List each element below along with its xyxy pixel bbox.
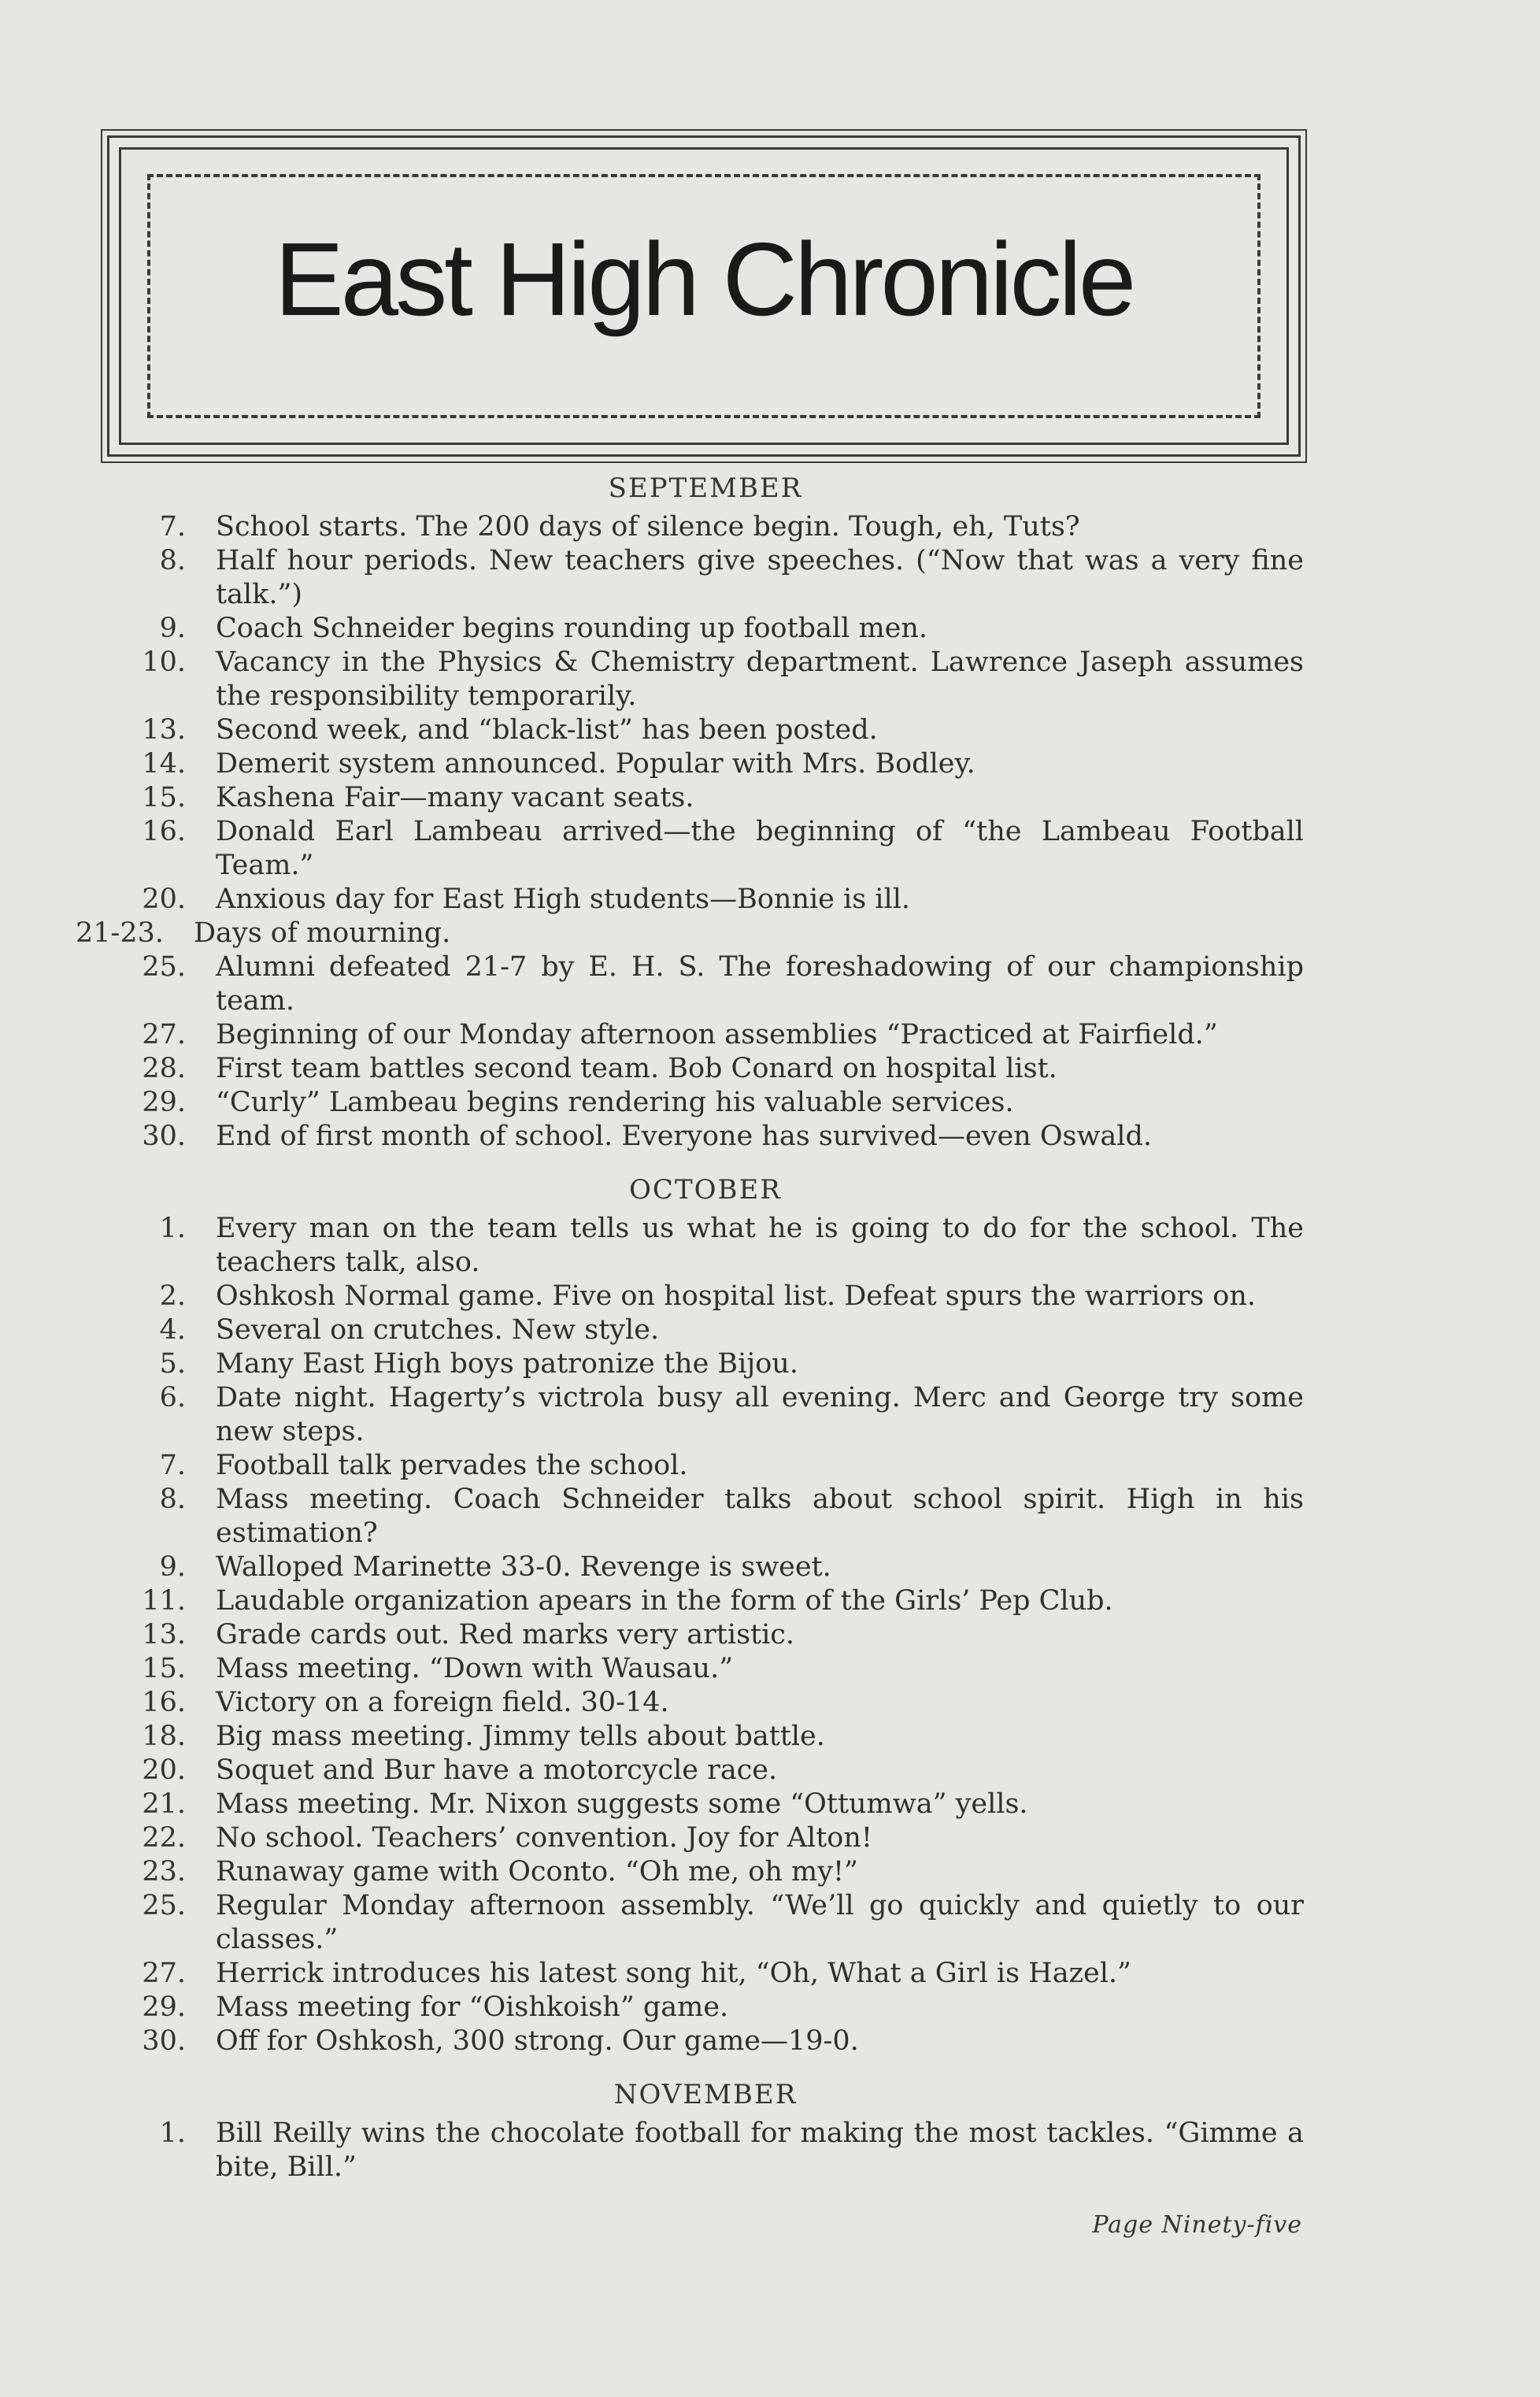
- entry-date: 1.: [159, 2117, 186, 2149]
- entry-date: 16.: [142, 1687, 186, 1718]
- entry-text: Alumni defeated 21-7 by E. H. S. The foreshadowing of our championship team.: [216, 951, 1304, 1017]
- chronicle-entry: [107, 747, 1304, 781]
- entry-date: 15.: [142, 782, 186, 813]
- entry-date: 21-23.: [76, 917, 165, 949]
- chronicle-entry: [107, 2117, 1304, 2184]
- chronicle-entry: [107, 1052, 1304, 1086]
- chronicle-entry: [107, 1212, 1304, 1280]
- chronicle-entry: [107, 1991, 1304, 2025]
- chronicle-entry: [107, 1720, 1304, 1754]
- month-heading: NOVEMBER: [613, 2079, 798, 2110]
- chronicle-entry: [107, 1686, 1304, 1720]
- entry-date: 16.: [142, 816, 186, 847]
- entry-text: Herrick introduces his latest song hit, “Oh, What a Girl is Hazel.”: [216, 1958, 1131, 1989]
- chronicle-entry: [107, 1754, 1304, 1788]
- entry-text: Runaway game with Oconto. “Oh me, oh my!”: [216, 1856, 858, 1888]
- entry-text: Beginning of our Monday afternoon assemblies “Practiced at Fairfield.”: [216, 1019, 1218, 1050]
- entry-text: Soquet and Bur have a motorcycle race.: [216, 1754, 778, 1786]
- entry-text: Regular Monday afternoon assembly. “We’ll go quickly and quietly to our classes.”: [216, 1890, 1304, 1955]
- entry-text: Date night. Hagerty’s victrola busy all evening. Merc and George try some new steps.: [216, 1382, 1304, 1447]
- entry-date: 30.: [142, 2025, 186, 2057]
- entry-date: 28.: [142, 1053, 186, 1084]
- entry-date: 7.: [159, 1450, 186, 1481]
- chronicle-entry: [107, 1618, 1304, 1652]
- entry-text: Laudable organization apears in the form of the Girls’ Pep Club.: [216, 1585, 1113, 1617]
- page-number: Page Ninety-five: [1092, 2211, 1302, 2239]
- chronicle-entry: [107, 1449, 1304, 1483]
- entry-date: 25.: [142, 951, 186, 983]
- entry-text: No school. Teachers’ convention. Joy for Alton!: [216, 1822, 872, 1854]
- entry-text: Grade cards out. Red marks very artistic.: [216, 1619, 795, 1650]
- entry-date: 23.: [142, 1856, 186, 1888]
- entry-text: “Curly” Lambeau begins rendering his valuable services.: [216, 1087, 1014, 1118]
- title-frame: [107, 135, 1301, 457]
- month-heading: SEPTEMBER: [608, 472, 803, 504]
- entry-date: 10.: [142, 646, 186, 678]
- entry-date: 13.: [142, 714, 186, 746]
- entry-text: Bill Reilly wins the chocolate football for making the most tackles. “Gimme a bite, Bill.”: [216, 2117, 1304, 2183]
- chronicle-entry: [107, 815, 1304, 883]
- entry-date: 25.: [142, 1890, 186, 1921]
- entry-date: 11.: [142, 1585, 186, 1617]
- chronicle-entry: [107, 781, 1304, 815]
- entry-text: Walloped Marinette 33-0. Revenge is sweet.: [216, 1551, 831, 1583]
- entry-text: Mass meeting. Mr. Nixon suggests some “Ottumwa” yells.: [216, 1788, 1028, 1820]
- chronicle-entry: [107, 1652, 1304, 1686]
- entry-text: Anxious day for East High students—Bonnie is ill.: [216, 884, 911, 915]
- entry-text: Donald Earl Lambeau arrived—the beginning of “the Lambeau Football Team.”: [216, 816, 1304, 881]
- chronicle-entry: [107, 1957, 1304, 1991]
- chronicle-entry: [107, 1313, 1304, 1347]
- chronicle-entry: [107, 544, 1304, 612]
- chronicle-entry: [107, 1018, 1304, 1052]
- month-heading: OCTOBER: [629, 1174, 782, 1206]
- entry-text: Every man on the team tells us what he is going to do for the school. The teachers talk, also.: [216, 1213, 1304, 1278]
- entry-text: Demerit system announced. Popular with Mrs. Bodley.: [216, 748, 975, 780]
- entry-date: 20.: [142, 1754, 186, 1786]
- entry-text: Many East High boys patronize the Bijou.: [216, 1348, 798, 1380]
- entry-text: Football talk pervades the school.: [216, 1450, 688, 1481]
- chronicle-entry: [107, 1120, 1304, 1154]
- entry-date: 4.: [159, 1314, 186, 1346]
- chronicle-entry: [107, 1788, 1304, 1821]
- entry-text: Kashena Fair—many vacant seats.: [216, 782, 694, 813]
- entry-text: Coach Schneider begins rounding up football men.: [216, 613, 928, 644]
- entry-date: 8.: [159, 1484, 186, 1515]
- entry-text: First team battles second team. Bob Conard on hospital list.: [216, 1053, 1057, 1084]
- entry-date: 6.: [159, 1382, 186, 1413]
- chronicle-entry: [107, 1584, 1304, 1618]
- chronicle-entry: [107, 713, 1304, 747]
- entry-date: 1.: [159, 1213, 186, 1244]
- chronicle-entry: [107, 1550, 1304, 1584]
- entry-text: Mass meeting for “Oishkoish” game.: [216, 1991, 729, 2023]
- entry-text: Second week, and “black-list” has been posted.: [216, 714, 878, 746]
- chronicle-entry: [76, 917, 1304, 950]
- chronicle-entry: [107, 1889, 1304, 1957]
- chronicle-entry: [107, 950, 1304, 1018]
- chronicle-entry: [107, 1381, 1304, 1449]
- entry-text: Off for Oshkosh, 300 strong. Our game—19-0.: [216, 2025, 859, 2057]
- entry-text: Big mass meeting. Jimmy tells about battle.: [216, 1721, 825, 1752]
- entry-text: Mass meeting. “Down with Wausau.”: [216, 1653, 734, 1684]
- entry-text: Days of mourning.: [194, 917, 451, 949]
- chronicle-entry: [107, 510, 1304, 544]
- chronicle-entry: [107, 612, 1304, 646]
- entry-text: Victory on a foreign field. 30-14.: [216, 1687, 669, 1718]
- entry-text: School starts. The 200 days of silence begin. Tough, eh, Tuts?: [216, 511, 1080, 543]
- entry-date: 9.: [159, 613, 186, 644]
- entry-date: 7.: [159, 511, 186, 543]
- chronicle-entry: [107, 2025, 1304, 2058]
- chronicle-entry: [107, 1483, 1304, 1550]
- chronicle-entry: [107, 1347, 1304, 1381]
- entry-date: 8.: [159, 545, 186, 576]
- entry-date: 27.: [142, 1019, 186, 1050]
- entry-date: 5.: [159, 1348, 186, 1380]
- entry-date: 27.: [142, 1958, 186, 1989]
- entry-text: Mass meeting. Coach Schneider talks about school spirit. High in his estimation?: [216, 1484, 1304, 1549]
- chronicle-entry: [107, 646, 1304, 713]
- entry-date: 18.: [142, 1721, 186, 1752]
- page-title: East High Chronicle: [274, 221, 1134, 337]
- entry-date: 30.: [142, 1121, 186, 1152]
- entry-date: 9.: [159, 1551, 186, 1583]
- chronicle-entry: [107, 1855, 1304, 1889]
- entry-text: Oshkosh Normal game. Five on hospital list. Defeat spurs the warriors on.: [216, 1280, 1257, 1312]
- entry-date: 21.: [142, 1788, 186, 1820]
- entry-date: 29.: [142, 1991, 186, 2023]
- entry-date: 15.: [142, 1653, 186, 1684]
- entry-text: Vacancy in the Physics & Chemistry department. Lawrence Jaseph assumes the responsibility temporarily.: [216, 646, 1304, 712]
- entry-date: 20.: [142, 884, 186, 915]
- entry-date: 22.: [142, 1822, 186, 1854]
- entry-date: 13.: [142, 1619, 186, 1650]
- entry-date: 29.: [142, 1087, 186, 1118]
- chronicle-entry: [107, 1821, 1304, 1855]
- entry-text: End of first month of school. Everyone has survived—even Oswald.: [216, 1121, 1153, 1152]
- chronicle-list: [76, 472, 1304, 2184]
- chronicle-entry: [107, 883, 1304, 917]
- chronicle-entry: [107, 1086, 1304, 1120]
- entry-date: 2.: [159, 1280, 186, 1312]
- entry-text: Several on crutches. New style.: [216, 1314, 660, 1346]
- entry-date: 14.: [142, 748, 186, 780]
- entry-text: Half hour periods. New teachers give speeches. (“Now that was a very fine talk.”): [216, 545, 1304, 610]
- chronicle-entry: [107, 1280, 1304, 1313]
